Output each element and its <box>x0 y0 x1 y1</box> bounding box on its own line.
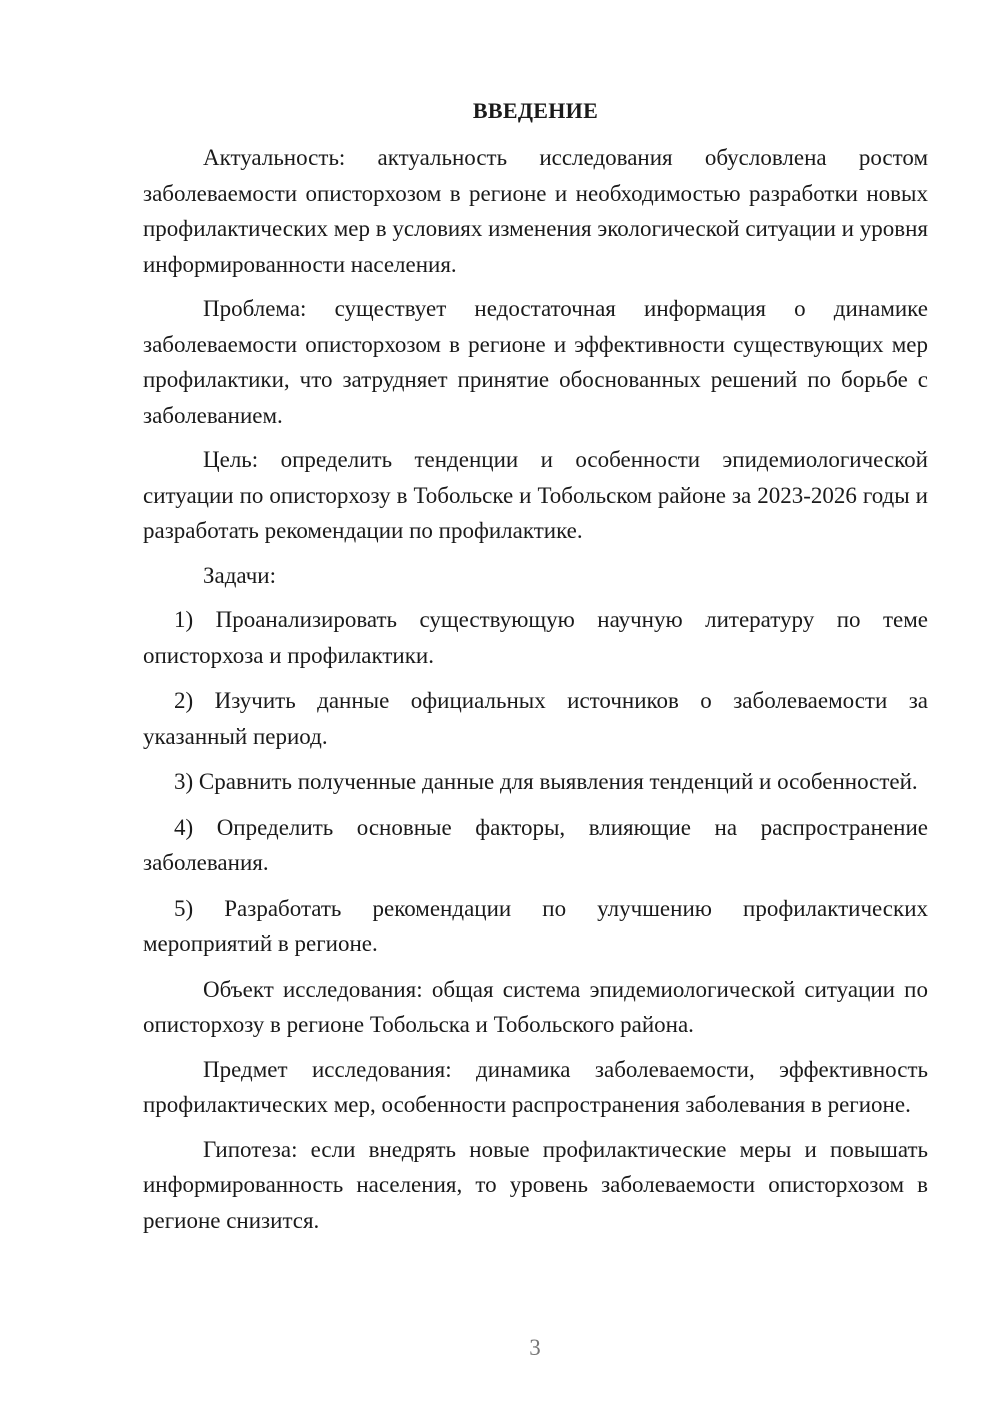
goal-paragraph: Цель: определить тенденции и особенности эпидемиологической ситуации по описторхозу в Тобольске и Тобольском районе за 2023-2026 годы и разработать рекомендации по профилактике. <box>143 447 928 543</box>
document-body <box>143 93 928 1247</box>
task-item-3: 3) Сравнить полученные данные для выявления тенденций и особенностей. <box>174 769 918 794</box>
subject-paragraph: Предмет исследования: динамика заболеваемости, эффективность профилактических мер, особенности распространения заболевания в регионе. <box>143 1056 928 1117</box>
page-number: 3 <box>529 1335 541 1360</box>
problem-paragraph: Проблема: существует недостаточная информация о динамике заболеваемости описторхозом в регионе и эффективности существующих мер профилактики, что затрудняет принятие обоснованных решений по борьбе с заболеванием. <box>143 296 928 428</box>
hypothesis-paragraph: Гипотеза: если внедрять новые профилактические меры и повышать информированность населения, то уровень заболеваемости описторхозом в регионе снизится. <box>143 1136 928 1233</box>
task-item-1: 1) Проанализировать существующую научную литературу по теме описторхоза и профилактики. <box>143 607 928 668</box>
task-item-2: 2) Изучить данные официальных источников о заболеваемости за указанный период. <box>143 688 928 749</box>
relevance-paragraph: Актуальность: актуальность исследования обусловлена ростом заболеваемости описторхозом в регионе и необходимостью разработки новых профилактических мер в условиях изменения экологической ситуации и уровня информированности населения. <box>143 145 928 277</box>
object-paragraph: Объект исследования: общая система эпидемиологической ситуации по описторхозу в регионе Тобольска и Тобольского района. <box>143 976 928 1037</box>
task-item-5: 5) Разработать рекомендации по улучшению профилактических мероприятий в регионе. <box>143 895 928 956</box>
task-item-4: 4) Определить основные факторы, влияющие на распространение заболевания. <box>143 814 928 875</box>
section-heading: ВВЕДЕНИЕ <box>472 98 599 123</box>
tasks-label: Задачи: <box>203 562 276 588</box>
